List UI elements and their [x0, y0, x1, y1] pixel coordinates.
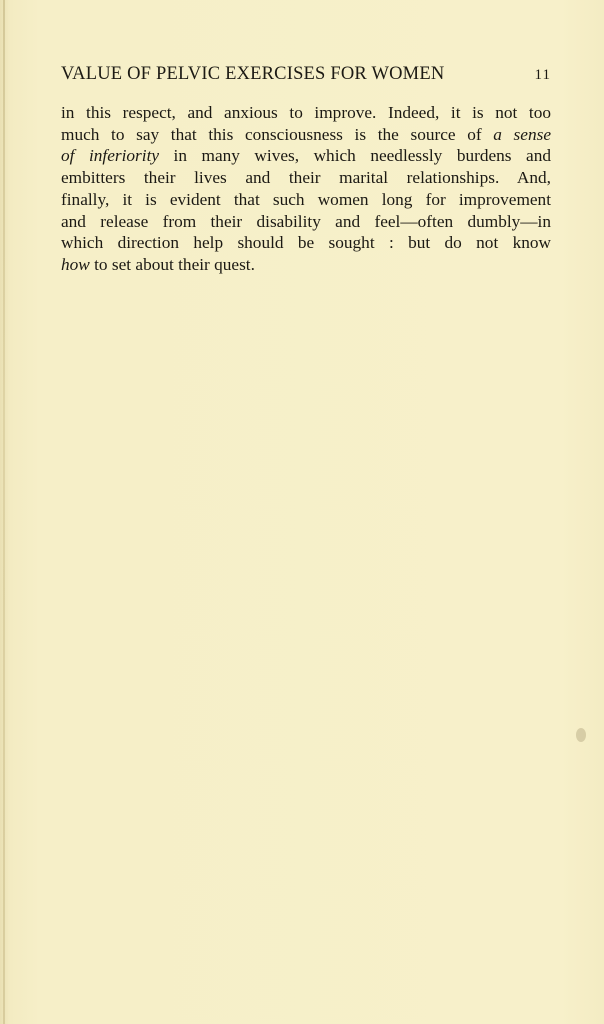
text-run: finally, it is evident that such women long for improvement — [61, 189, 551, 209]
text-run: and release from their disability and feel—often dumbly—in — [61, 211, 551, 231]
text-line — [61, 167, 551, 189]
running-title: VALUE OF PELVIC EXERCISES FOR WOMEN — [61, 64, 445, 84]
text-run: much to say that this consciousness is the source of — [61, 124, 494, 144]
text-line — [61, 145, 551, 167]
italic-phrase: how — [61, 254, 90, 274]
text-line — [61, 211, 551, 233]
text-run: embitters their lives and their marital relationships. And, — [61, 168, 551, 188]
text-run: to set about their quest. — [89, 254, 255, 274]
text-run: which direction help should be sought : but do not know — [61, 233, 551, 253]
text-line — [61, 232, 551, 254]
text-line — [61, 254, 551, 276]
text-line — [61, 102, 551, 124]
italic-phrase: of inferiority — [61, 146, 160, 166]
text-run: in many wives, which needlessly burdens and — [159, 146, 551, 166]
text-line — [61, 124, 551, 146]
italic-phrase: a sense — [493, 124, 551, 144]
page-gutter-edge — [3, 0, 5, 1024]
running-head — [61, 64, 551, 88]
text-run: in this respect, and anxious to improve. Indeed, it is not too — [61, 103, 551, 122]
body-paragraph — [61, 102, 551, 276]
page-number: 11 — [534, 67, 551, 83]
paper-stain — [576, 728, 586, 742]
text-line — [61, 189, 551, 211]
